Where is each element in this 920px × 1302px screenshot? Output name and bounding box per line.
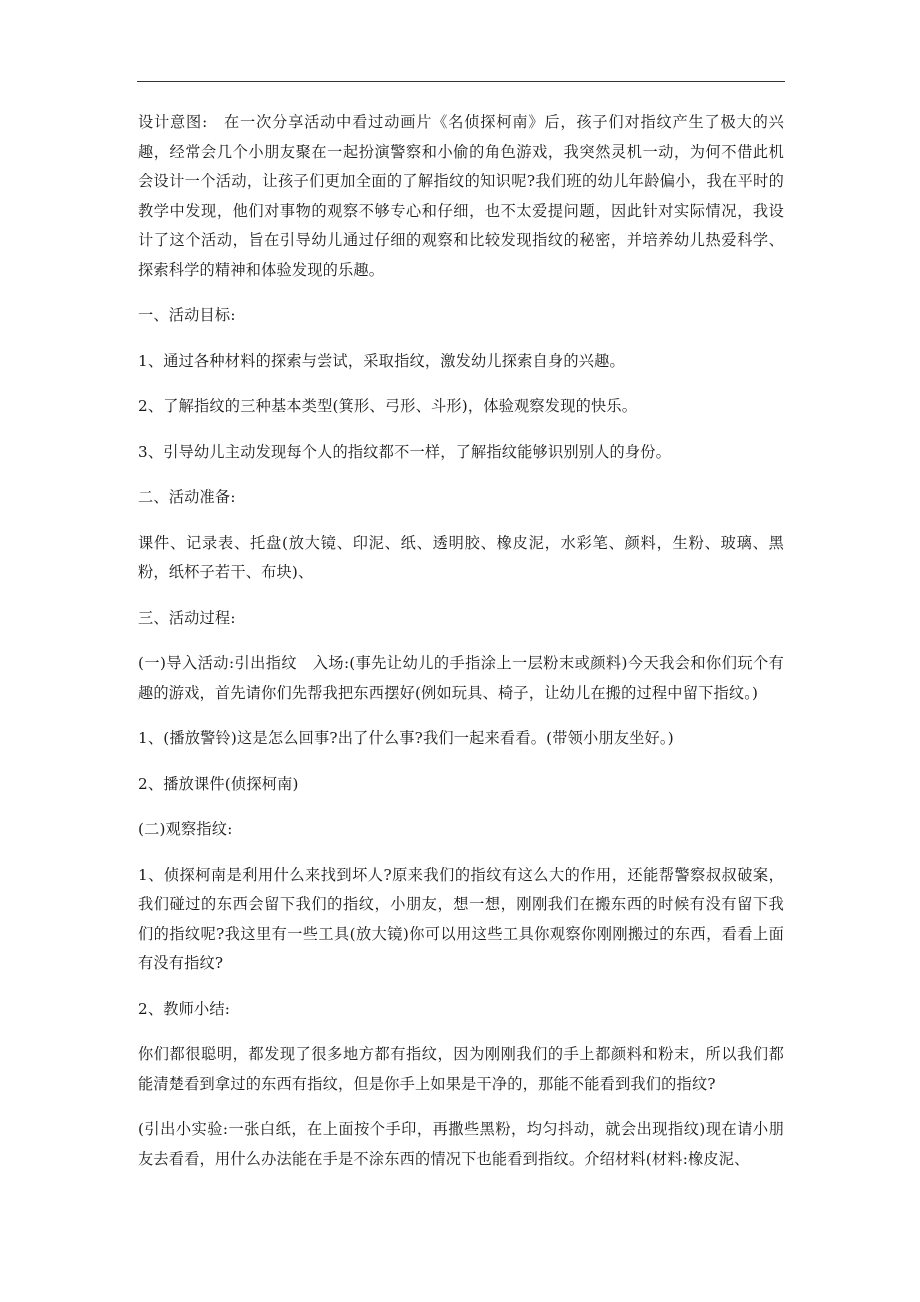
section-heading-process: 三、活动过程: xyxy=(138,608,236,627)
process-step-2: 2、播放课件(侦探柯南) xyxy=(138,774,299,793)
preparation-materials: 课件、记录表、托盘(放大镜、印泥、纸、透明胶、橡皮泥，水彩笔、颜料，生粉、玻璃、黑粉，纸杯子若干、布块)、 xyxy=(138,533,784,581)
goal-item-2: 2、了解指纹的三种基本类型(箕形、弓形、斗形)，体验观察发现的快乐。 xyxy=(138,397,638,415)
design-intent-paragraph: 设计意图: 在一次分享活动中看过动画片《名侦探柯南》后，孩子们对指纹产生了极大的兴趣，经常会几个小朋友聚在一起扮演警察和小偷的角色游戏，我突然灵机一动，为何不借此机会设计一个活动，让孩子们更加全面的了解指纹的知识呢?我们班的幼儿年龄偏小，我在平时的教学中发现，他们对事物的观察不够专心和仔细，也不太爱提问题，因此针对实际情况，我设计了这个活动，旨在引导幼儿通过仔细的观察和比较发现指纹的秘密，并培养幼儿热爱科学、探索科学的精神和体验发现的乐趣。 xyxy=(138,113,784,279)
header-rule xyxy=(137,81,785,82)
goal-item-1: 1、通过各种材料的探索与尝试，采取指纹，激发幼儿探索自身的兴趣。 xyxy=(138,351,625,370)
section-heading-goals: 一、活动目标: xyxy=(138,306,236,324)
observe-item-1: 1、侦探柯南是利用什么来找到坏人?原来我们的指纹有这么大的作用，还能帮警察叔叔破案，我们碰过的东西会留下我们的指纹，小朋友，想一想，刚刚我们在搬东西的时候有没有留下我们的指纹呢?我这里有一些工具(放大镜)你可以用这些工具你观察你刚刚搬过的东西，看看上面有没有指纹? xyxy=(138,865,784,972)
teacher-summary-paragraph: 你们都很聪明，都发现了很多地方都有指纹，因为刚刚我们的手上都颜料和粉末，所以我们都能清楚看到拿过的东西有指纹，但是你手上如果是干净的，那能不能看到我们的指纹? xyxy=(138,1045,784,1093)
experiment-paragraph: (引出小实验:一张白纸，在上面按个手印，再撒些黑粉，均匀抖动，就会出现指纹)现在请小朋友去看看，用什么办法能在手是不涂东西的情况下也能看到指纹。介绍材料(材料:橡皮泥、 xyxy=(138,1120,784,1168)
subsection-heading-observe: (二)观察指纹: xyxy=(138,820,233,838)
document-body xyxy=(138,108,784,1190)
observe-item-2: 2、教师小结: xyxy=(138,999,231,1018)
process-intro-paragraph: (一)导入活动:引出指纹 入场:(事先让幼儿的手指涂上一层粉末或颜料)今天我会和你们玩个有趣的游戏，首先请你们先帮我把东西摆好(例如玩具、椅子，让幼儿在搬的过程中留下指纹。) xyxy=(138,654,784,702)
section-heading-preparation: 二、活动准备: xyxy=(138,488,236,506)
process-step-1: 1、(播放警铃)这是怎么回事?出了什么事?我们一起来看看。(带领小朋友坐好。) xyxy=(138,729,674,747)
goal-item-3: 3、引导幼儿主动发现每个人的指纹都不一样，了解指纹能够识别别人的身份。 xyxy=(138,442,672,461)
